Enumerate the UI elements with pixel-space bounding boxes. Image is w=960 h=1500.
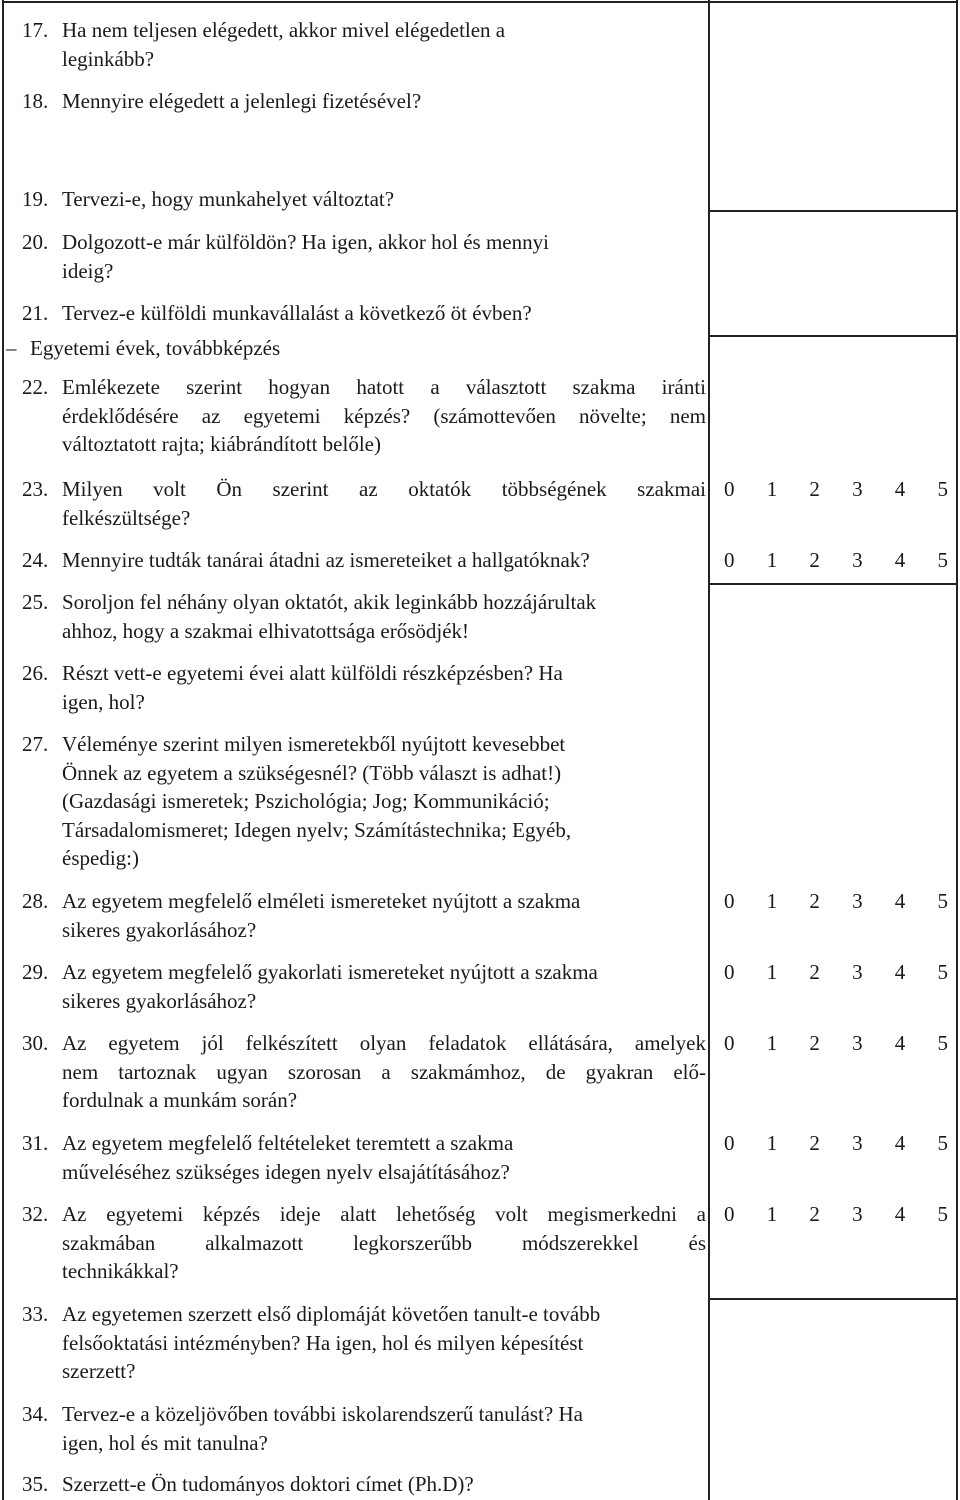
question-number: 29. bbox=[22, 960, 49, 984]
question-text: sikeres gyakorlásához? bbox=[62, 988, 257, 1013]
scale-value[interactable]: 5 bbox=[937, 889, 948, 913]
question-text: felsőoktatási intézményben? Ha igen, hol és milyen képesítést bbox=[62, 1330, 584, 1355]
question-31 bbox=[22, 1129, 706, 1186]
scale-value[interactable]: 5 bbox=[937, 1202, 948, 1226]
scale-value[interactable]: 3 bbox=[852, 1202, 863, 1226]
question-text: változtatott rajta; kiábrándított belőle) bbox=[62, 432, 381, 457]
question-number: 30. bbox=[22, 1031, 49, 1055]
answer-box-divider bbox=[708, 1298, 958, 1300]
scale-value[interactable]: 3 bbox=[852, 477, 863, 501]
question-text: Az egyetem jól felkészített olyan feladatok ellátására, amelyek bbox=[62, 1031, 706, 1055]
question-number: 32. bbox=[22, 1202, 49, 1226]
question-text: Az egyetemen szerzett első diplomáját követően tanult-e tovább bbox=[62, 1302, 601, 1326]
question-text: érdeklődésére az egyetemi képzés? (számottevően növelte; nem bbox=[62, 403, 706, 428]
question-number: 31. bbox=[22, 1131, 49, 1155]
rating-scale[interactable] bbox=[724, 1200, 948, 1228]
scale-value[interactable]: 4 bbox=[894, 1131, 906, 1155]
question-number: 20. bbox=[22, 230, 49, 254]
question-text: Tervez-e a közeljövőben további iskolarendszerű tanulást? Ha bbox=[62, 1402, 583, 1426]
rating-scale[interactable] bbox=[724, 475, 948, 503]
question-number: 26. bbox=[22, 661, 49, 685]
scale-value[interactable]: 5 bbox=[937, 548, 948, 572]
question-text: fordulnak a munkám során? bbox=[62, 1088, 298, 1113]
scale-value[interactable]: 1 bbox=[766, 960, 778, 984]
question-text: ahhoz, hogy a szakmai elhivatottsága erősödjék! bbox=[62, 618, 470, 643]
scale-value[interactable]: 5 bbox=[937, 960, 948, 984]
scale-value[interactable]: 5 bbox=[937, 1131, 948, 1155]
scale-value[interactable]: 3 bbox=[852, 548, 863, 572]
scale-value[interactable]: 3 bbox=[852, 889, 863, 913]
question-28 bbox=[22, 887, 706, 944]
scale-value[interactable]: 1 bbox=[766, 1131, 778, 1155]
question-20 bbox=[22, 228, 706, 285]
question-text: szakmában alkalmazott legkorszerűbb módszerekkel és bbox=[62, 1230, 706, 1255]
question-29 bbox=[22, 958, 706, 1015]
question-number: 17. bbox=[22, 18, 49, 42]
scale-value[interactable]: 2 bbox=[809, 1202, 820, 1226]
question-number: 35. bbox=[22, 1472, 49, 1496]
scale-value[interactable]: 3 bbox=[852, 1031, 863, 1055]
answer-box-divider bbox=[708, 335, 958, 337]
scale-value[interactable]: 1 bbox=[766, 1202, 778, 1226]
question-number: 23. bbox=[22, 477, 49, 501]
question-text: Részt vett-e egyetemi évei alatt külföldi részképzésben? Ha bbox=[62, 661, 563, 685]
question-18 bbox=[22, 87, 706, 116]
question-19 bbox=[22, 185, 706, 214]
question-text: Mennyire tudták tanárai átadni az ismereteiket a hallgatóknak? bbox=[62, 548, 590, 572]
scale-value[interactable]: 5 bbox=[937, 1031, 948, 1055]
question-number: 27. bbox=[22, 732, 49, 756]
question-text: Önnek az egyetem a szükségesnél? (Több választ is adhat!) bbox=[62, 760, 562, 785]
scale-value[interactable]: 1 bbox=[766, 1031, 778, 1055]
question-text: éspedig:) bbox=[62, 846, 139, 871]
question-34 bbox=[22, 1400, 706, 1457]
question-text: Tervez-e külföldi munkavállalást a következő öt évben? bbox=[62, 301, 532, 325]
question-24 bbox=[22, 546, 706, 575]
question-number: 21. bbox=[22, 301, 49, 325]
question-32 bbox=[22, 1200, 706, 1286]
question-number: 34. bbox=[22, 1402, 49, 1426]
question-text: Szerzett-e Ön tudományos doktori címet (Ph.D)? bbox=[62, 1472, 474, 1496]
table-border-left bbox=[2, 0, 4, 1500]
question-text: Emlékezete szerint hogyan hatott a választott szakma iránti bbox=[62, 375, 706, 399]
scale-value[interactable]: 0 bbox=[724, 1031, 735, 1055]
scale-value[interactable]: 4 bbox=[894, 889, 906, 913]
question-text: ideig? bbox=[62, 258, 114, 283]
question-text: igen, hol és mit tanulna? bbox=[62, 1430, 268, 1455]
scale-value[interactable]: 0 bbox=[724, 1202, 735, 1226]
question-number: 24. bbox=[22, 548, 49, 572]
scale-value[interactable]: 2 bbox=[809, 1031, 820, 1055]
question-text: (Gazdasági ismeretek; Pszichológia; Jog; Kommunikáció; bbox=[62, 789, 550, 814]
question-33 bbox=[22, 1300, 706, 1386]
rating-scale[interactable] bbox=[724, 887, 948, 915]
dash-bullet-icon: – bbox=[6, 336, 17, 360]
section-heading bbox=[6, 334, 280, 363]
scale-value[interactable]: 2 bbox=[809, 548, 820, 572]
scale-value[interactable]: 4 bbox=[894, 548, 906, 572]
answer-box-divider bbox=[708, 210, 958, 212]
question-number: 25. bbox=[22, 590, 49, 614]
scale-value[interactable]: 4 bbox=[894, 1202, 906, 1226]
question-text: Ha nem teljesen elégedett, akkor mivel elégedetlen a bbox=[62, 18, 506, 42]
scale-value[interactable]: 4 bbox=[894, 1031, 906, 1055]
scale-value[interactable]: 3 bbox=[852, 1131, 863, 1155]
scale-value[interactable]: 1 bbox=[766, 548, 778, 572]
question-text: Mennyire elégedett a jelenlegi fizetésével? bbox=[62, 89, 422, 113]
question-text: Társadalomismeret; Idegen nyelv; Számítástechnika; Egyéb, bbox=[62, 817, 572, 842]
answer-box-divider bbox=[708, 583, 958, 585]
table-border-top bbox=[2, 1, 958, 3]
question-text: felkészültsége? bbox=[62, 505, 191, 530]
question-text: nem tartoznak ugyan szorosan a szakmámhoz, de gyakran elő- bbox=[62, 1059, 706, 1084]
question-text: igen, hol? bbox=[62, 689, 145, 714]
question-17 bbox=[22, 16, 706, 73]
question-25 bbox=[22, 588, 706, 645]
scale-value[interactable]: 0 bbox=[724, 548, 735, 572]
question-text: technikákkal? bbox=[62, 1259, 179, 1284]
question-35 bbox=[22, 1470, 706, 1499]
question-number: 28. bbox=[22, 889, 49, 913]
question-text: műveléséhez szükséges idegen nyelv elsajátításához? bbox=[62, 1159, 510, 1184]
question-number: 18. bbox=[22, 89, 49, 113]
scale-value[interactable]: 4 bbox=[894, 477, 906, 501]
scale-value[interactable]: 2 bbox=[809, 889, 820, 913]
question-text: Soroljon fel néhány olyan oktatót, akik leginkább hozzájárultak bbox=[62, 590, 597, 614]
scale-value[interactable]: 2 bbox=[809, 960, 820, 984]
question-text: Véleménye szerint milyen ismeretekből nyújtott kevesebbet bbox=[62, 732, 566, 756]
scale-value[interactable]: 0 bbox=[724, 477, 735, 501]
question-text: Az egyetem megfelelő gyakorlati ismereteket nyújtott a szakma bbox=[62, 960, 598, 984]
scale-value[interactable]: 4 bbox=[894, 960, 906, 984]
table-border-right bbox=[956, 0, 958, 1500]
scale-value[interactable]: 5 bbox=[937, 477, 948, 501]
scale-value[interactable]: 1 bbox=[766, 477, 778, 501]
question-number: 19. bbox=[22, 187, 49, 211]
question-26 bbox=[22, 659, 706, 716]
question-text: Tervezi-e, hogy munkahelyet változtat? bbox=[62, 187, 395, 211]
scale-value[interactable]: 2 bbox=[809, 477, 820, 501]
question-text: sikeres gyakorlásához? bbox=[62, 917, 257, 942]
question-text: leginkább? bbox=[62, 46, 155, 71]
rating-scale[interactable] bbox=[724, 546, 948, 574]
question-27 bbox=[22, 730, 706, 873]
question-text: Dolgozott-e már külföldön? Ha igen, akkor hol és mennyi bbox=[62, 230, 549, 254]
scale-value[interactable]: 1 bbox=[766, 889, 778, 913]
scale-value[interactable]: 0 bbox=[724, 889, 735, 913]
rating-scale[interactable] bbox=[724, 1029, 948, 1057]
rating-scale[interactable] bbox=[724, 1129, 948, 1157]
scale-value[interactable]: 0 bbox=[724, 1131, 735, 1155]
question-text: szerzett? bbox=[62, 1359, 136, 1384]
question-30 bbox=[22, 1029, 706, 1115]
question-number: 33. bbox=[22, 1302, 49, 1326]
rating-scale[interactable] bbox=[724, 958, 948, 986]
question-22 bbox=[22, 373, 706, 459]
scale-value[interactable]: 0 bbox=[724, 960, 735, 984]
question-21 bbox=[22, 299, 706, 328]
scale-value[interactable]: 2 bbox=[809, 1131, 820, 1155]
question-23 bbox=[22, 475, 706, 532]
question-text: Az egyetemi képzés ideje alatt lehetőség volt megismerkedni a bbox=[62, 1202, 706, 1226]
scale-value[interactable]: 3 bbox=[852, 960, 863, 984]
section-heading-text: Egyetemi évek, továbbképzés bbox=[30, 336, 281, 360]
question-text: Milyen volt Ön szerint az oktatók többségének szakmai bbox=[62, 477, 706, 501]
question-number: 22. bbox=[22, 375, 49, 399]
question-text: Az egyetem megfelelő feltételeket teremtett a szakma bbox=[62, 1131, 514, 1155]
table-column-divider bbox=[708, 0, 710, 1500]
question-text: Az egyetem megfelelő elméleti ismereteket nyújtott a szakma bbox=[62, 889, 581, 913]
